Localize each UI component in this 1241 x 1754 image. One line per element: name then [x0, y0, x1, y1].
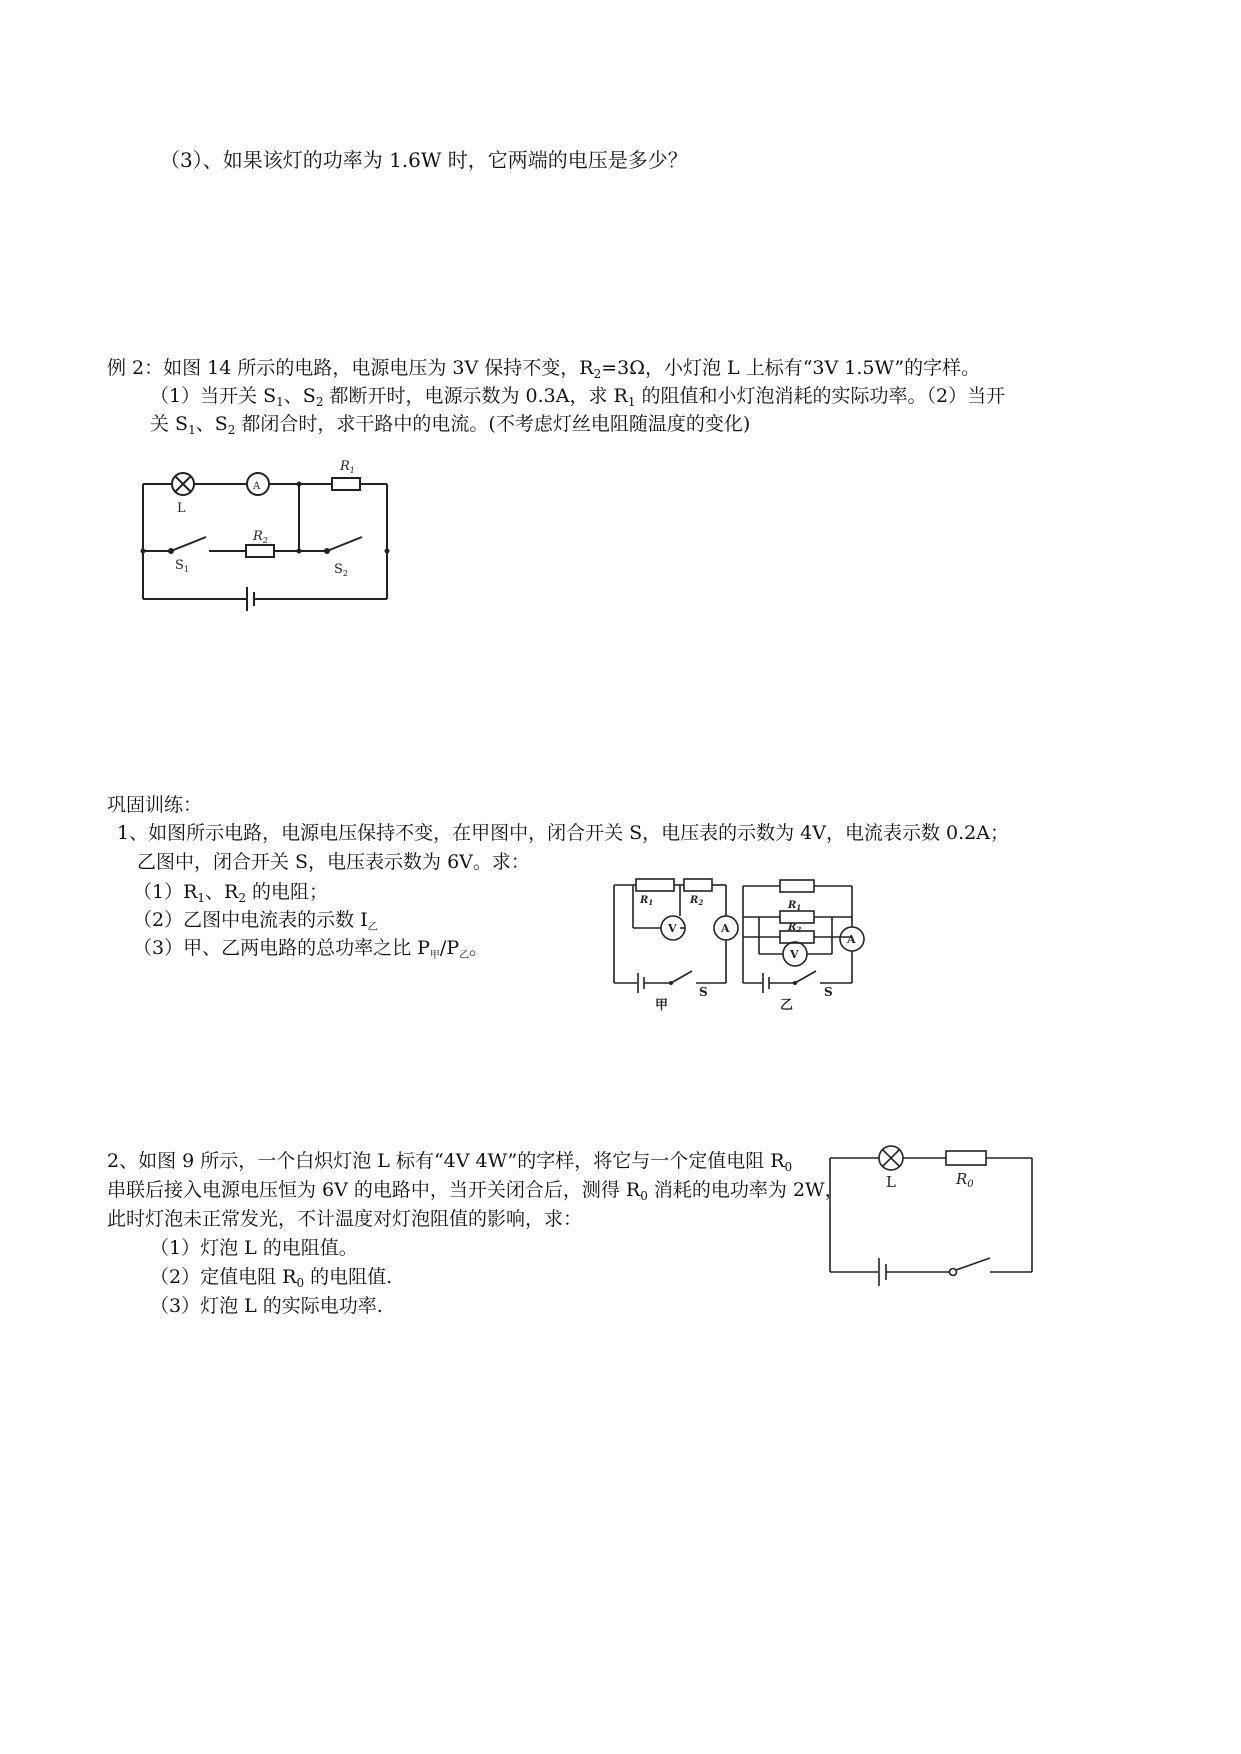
problem-2-line-2: 串联后接入电源电压恒为 6V 的电路中，当开关闭合后，测得 $R_0$ 消耗的电功率为 2W， [107, 1179, 844, 1203]
example-2-label: 例 2： [107, 357, 164, 379]
example-2-line-2: （1）当开关 $S_1$、$S_2$ 都断开时，电源示数为 0.3A，求 $R_1$ 的阻值和小灯泡消耗的实际功率。（2）当开 [150, 385, 1006, 409]
practice-1-line-1: 1、如图所示电路，电源电压保持不变，在甲图中，闭合开关 S，电压表的示数为 4V，电流表示数 0.2A； [117, 822, 1009, 844]
fig9-resistor-r0-icon [946, 1151, 986, 1165]
fig14-r2-label: $R_2$ [253, 529, 268, 545]
fig14-s1-label: $S_1$ [175, 558, 189, 574]
svg-text:R1: $R_1$ [788, 900, 802, 912]
svg-text:R2: $R_2$ [788, 922, 802, 934]
fig9-r0-label: $R_0$ [956, 1170, 974, 1190]
svg-text:R1: $R_1$ [640, 895, 654, 907]
svg-text:S: S [824, 985, 833, 999]
example-2-line-1: 例 2：如图 14 所示的电路，电源电压为 3V 保持不变，$R_2=3\Omega$，小灯泡 L 上标有“3V 1.5W”的字样。 [107, 357, 981, 381]
fig14-r1-label: $R_1$ [340, 459, 355, 475]
fig14-ammeter-label: A [253, 481, 261, 492]
jia-label: 甲 [655, 998, 669, 1013]
practice-1-q2: （2）乙图中电流表的示数 $I_乙$ [133, 909, 378, 933]
problem-2-line-1: 2、如图 9 所示，一个白炽灯泡 L 标有“4V 4W”的字样，将它与一个定值电阻 $R_0$ [107, 1150, 793, 1174]
fig14-s2-label: $S_2$ [334, 562, 348, 578]
problem-2-q3: （3）灯泡 L 的实际电功率. [150, 1295, 383, 1317]
problem-2-line-3: 此时灯泡未正常发光，不计温度对灯泡阻值的影响，求： [107, 1208, 583, 1230]
fig9-switch-icon [950, 1269, 957, 1276]
fig9-lamp-label: L [886, 1173, 896, 1191]
example-2-line-3: 关 $S_1$、$S_2$ 都闭合时，求干路中的电流。(不考虑灯丝电阻随温度的变化) [150, 413, 751, 437]
yi-label: 乙 [780, 998, 794, 1013]
svg-text:V: V [668, 922, 677, 935]
svg-text:V: V [790, 948, 799, 961]
question-3: （3）、如果该灯的功率为 1.6W 时，它两端的电压是多少？ [160, 148, 688, 172]
svg-text:S: S [699, 985, 708, 999]
svg-text:R2: $R_2$ [690, 895, 704, 907]
practice-heading: 巩固训练： [107, 794, 203, 816]
fig14-lamp-label: L [177, 501, 186, 516]
practice-1-line-2: 乙图中，闭合开关 S，电压表示数为 6V。求： [137, 851, 530, 873]
practice-1-q3: （3）甲、乙两电路的总功率之比 $P_甲/P_乙$。 [133, 937, 489, 961]
practice-1-q1: $(1)R_1$、$R_2$ 的电阻； [133, 881, 329, 905]
svg-text:A: A [721, 922, 730, 935]
problem-2-q2: （2）定值电阻 $R_0$ 的电阻值. [150, 1266, 393, 1290]
problem-2-q1: （1）灯泡 L 的电阻值。 [150, 1237, 358, 1259]
svg-text:A: A [847, 933, 856, 946]
